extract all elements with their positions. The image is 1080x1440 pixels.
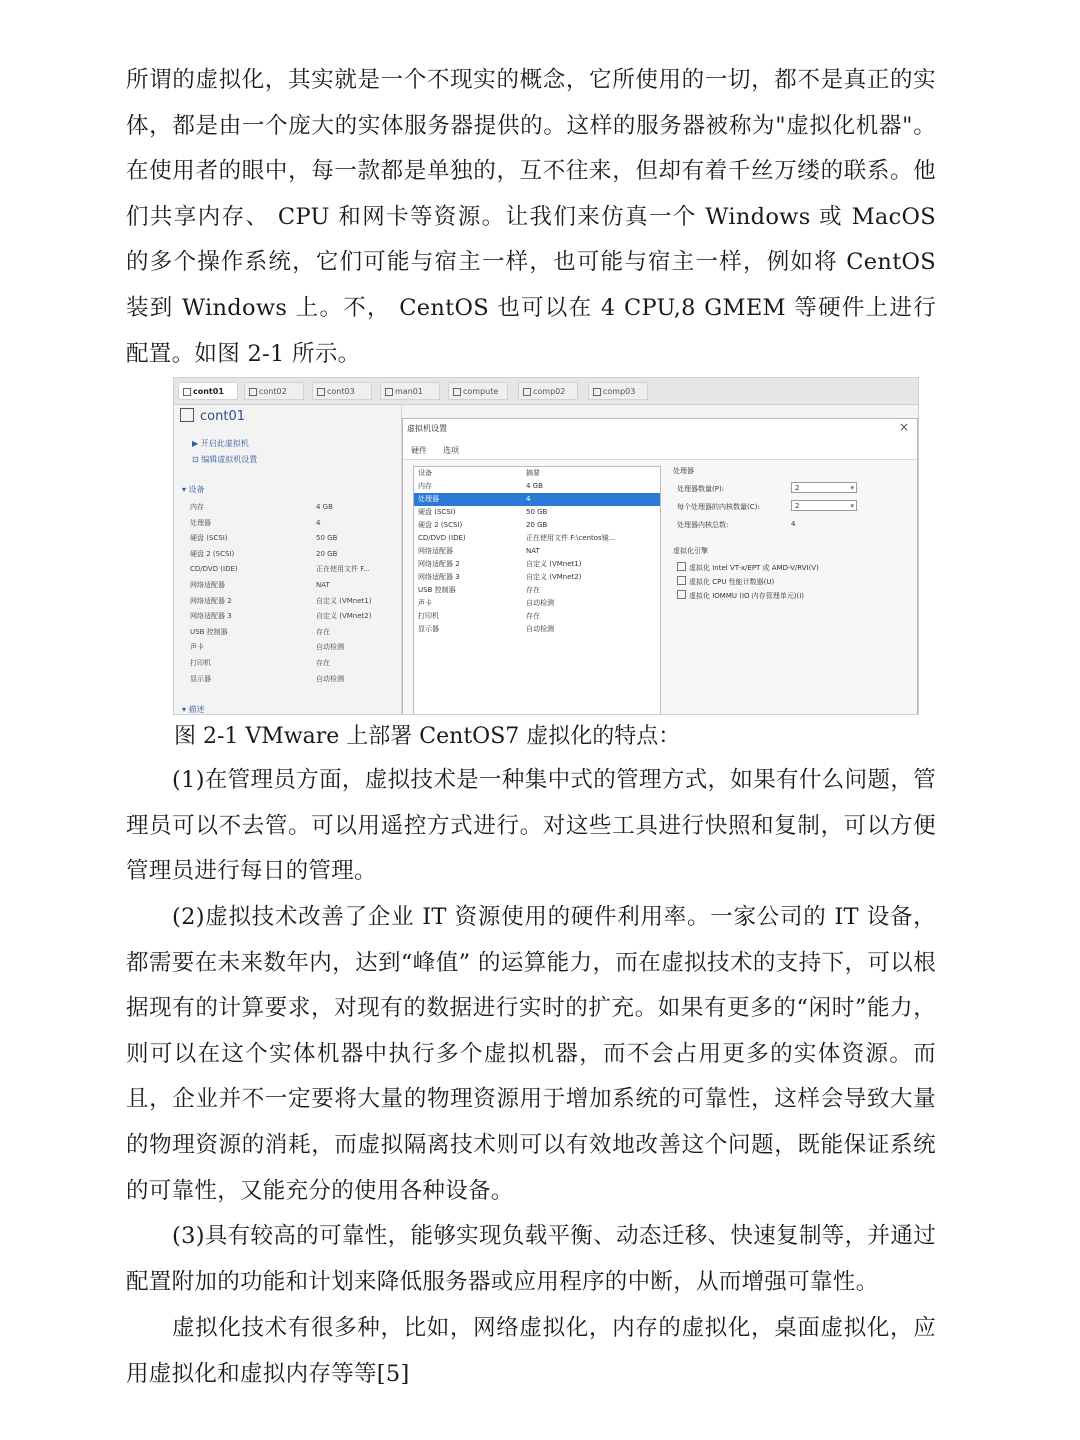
vm-tab[interactable]: comp03 <box>588 382 648 400</box>
hardware-row[interactable] <box>414 571 660 584</box>
hardware-row[interactable] <box>414 597 660 610</box>
hardware-row[interactable] <box>414 506 660 519</box>
device-list <box>190 500 400 687</box>
hardware-row[interactable] <box>414 532 660 545</box>
virtualization-option-label: 虚拟化 CPU 性能计数器(U) <box>689 578 775 586</box>
hardware-summary: 存在 <box>526 586 540 594</box>
hardware-row[interactable] <box>414 610 660 623</box>
processor-group-label: 处理器 <box>673 467 694 475</box>
vm-settings-dialog <box>402 418 918 715</box>
hardware-summary: 自定义 (VMnet1) <box>526 560 582 568</box>
vm-tab[interactable]: man01 <box>380 382 440 400</box>
paragraph-2: (2)虚拟技术改善了企业 IT 资源使用的硬件利用率。一家公司的 IT 设备，都需要在未来数年内，达到“峰值” 的运算能力，而在虚拟技术的支持下，可以根据现有的计算要求，对现有的数据进行实时的扩充。如果有更多的“闲时”能力，则可以在这个实体机器中执行多个虚拟机器，而不会占用更多的实体资源。而且，企业并不一定要将大量的物理资源用于增加系统的可靠性，这样会导致大量的物理资源的消耗，而虚拟隔离技术则可以有效地改善这个问题，既能保证系统的可靠性，又能充分的使用各种设备。 <box>126 904 936 1204</box>
virtualization-option[interactable] <box>677 562 819 573</box>
vm-tab[interactable]: cont02 <box>244 382 304 400</box>
device-row[interactable] <box>190 547 400 563</box>
device-value: 50 GB <box>316 534 338 543</box>
device-row[interactable] <box>190 672 400 688</box>
column-header-summary: 摘要 <box>526 469 540 477</box>
device-name: 声卡 <box>190 643 204 652</box>
vm-icon <box>180 408 194 422</box>
checkbox-icon[interactable] <box>677 590 686 599</box>
processor-count-label: 处理器数量(P): <box>677 485 725 493</box>
paragraph-3: (3)具有较高的可靠性，能够实现负载平衡、动态迁移、快速复制等，并通过配置附加的功能和计划来降低服务器或应用程序的中断，从而增强可靠性。 <box>126 1223 936 1295</box>
hardware-name: 内存 <box>418 482 432 490</box>
device-value: 正在使用文件 F... <box>316 565 370 574</box>
vmware-screenshot-figure <box>173 377 919 715</box>
device-name: 硬盘 2 (SCSI) <box>190 549 235 558</box>
paragraph-1: (1)在管理员方面，虚拟技术是一种集中式的管理方式，如果有什么问题，管理员可以不去管。可以用遥控方式进行。对这些工具进行快照和复制，可以方便管理员进行每日的管理。 <box>126 767 936 885</box>
processor-settings-panel <box>673 466 909 715</box>
processor-count-select[interactable]: 2 ▾ <box>791 482 857 493</box>
hardware-name: USB 控制器 <box>418 586 456 594</box>
cores-per-processor-select[interactable]: 2 ▾ <box>791 500 857 511</box>
hardware-row[interactable] <box>414 545 660 558</box>
vm-title-text: cont01 <box>200 409 245 424</box>
device-row[interactable] <box>190 594 400 610</box>
hardware-row[interactable] <box>414 623 660 636</box>
device-value: 存在 <box>316 627 330 636</box>
vm-tab[interactable]: cont03 <box>312 382 372 400</box>
device-value: 自定义 (VMnet2) <box>316 612 372 621</box>
edit-settings-link[interactable]: ⊡ 编辑虚拟机设置 <box>192 455 258 464</box>
hardware-summary: 4 <box>526 495 531 503</box>
paragraph-4: 虚拟化技术有很多种，比如，网络虚拟化，内存的虚拟化，桌面虚拟化，应用虚拟化和虚拟内存等等[5] <box>126 1315 936 1387</box>
intro-paragraph: 所谓的虚拟化，其实就是一个不现实的概念，它所使用的一切，都不是真正的实体，都是由一个庞大的实体服务器提供的。这样的服务器被称为"虚拟化机器"。在使用者的眼中，每一款都是单独的，互不往来，但却有着千丝万缕的联系。他们共享内存、 CPU 和网卡等资源。让我们来仿真一个 Windows 或 MacOS 的多个操作系统，它们可能与宿主一样，也可能与宿主一样，例如将 CentOS 装到 Windows 上。不， CentOS 也可以在 4 CPU,8 GMEM 等硬件上进行配置。如图 2-1 所示。 <box>126 67 936 367</box>
hardware-name: 硬盘 (SCSI) <box>418 508 456 516</box>
tab-options[interactable]: 选项 <box>443 446 459 455</box>
device-name: 内存 <box>190 503 204 511</box>
device-value: 20 GB <box>316 549 338 558</box>
hardware-name: 硬盘 2 (SCSI) <box>418 521 463 529</box>
description-section-header[interactable]: ▾ 描述 <box>182 705 205 714</box>
vm-tab[interactable]: compute <box>448 382 508 400</box>
hardware-row-selected[interactable] <box>414 493 660 506</box>
device-row[interactable] <box>190 562 400 578</box>
hardware-summary: 50 GB <box>526 508 548 516</box>
hardware-summary: 20 GB <box>526 521 548 529</box>
device-row[interactable] <box>190 500 400 516</box>
hardware-name: 网络适配器 2 <box>418 560 460 568</box>
power-on-link[interactable]: ▶ 开启此虚拟机 <box>192 439 249 448</box>
total-cores-value: 4 <box>791 520 796 528</box>
device-row[interactable] <box>190 578 400 594</box>
hardware-name: 打印机 <box>418 612 439 620</box>
device-value: 4 <box>316 518 321 527</box>
device-name: 网络适配器 3 <box>190 612 232 621</box>
virtualization-group-label: 虚拟化引擎 <box>673 547 708 555</box>
hardware-row[interactable] <box>414 519 660 532</box>
device-row[interactable] <box>190 516 400 532</box>
vm-tab[interactable]: comp02 <box>518 382 578 400</box>
device-row[interactable] <box>190 625 400 641</box>
cores-per-processor-label: 每个处理器的内核数量(C): <box>677 503 760 511</box>
device-value: 4 GB <box>316 503 333 511</box>
vm-tab-bar <box>174 378 918 405</box>
device-name: 显示器 <box>190 674 211 683</box>
hardware-summary: 自定义 (VMnet2) <box>526 573 582 581</box>
device-name: 硬盘 (SCSI) <box>190 534 228 543</box>
device-value: NAT <box>316 580 330 589</box>
device-value: 自动检测 <box>316 643 344 652</box>
device-row[interactable] <box>190 531 400 547</box>
device-row[interactable] <box>190 609 400 625</box>
total-cores-label: 处理器内核总数: <box>677 521 729 529</box>
device-name: USB 控制器 <box>190 627 228 636</box>
device-name: CD/DVD (IDE) <box>190 565 238 574</box>
hardware-row[interactable] <box>414 558 660 571</box>
device-row[interactable] <box>190 656 400 672</box>
dialog-body <box>403 459 917 715</box>
device-name: 处理器 <box>190 518 211 527</box>
hardware-row[interactable] <box>414 584 660 597</box>
hardware-list-header <box>414 467 660 480</box>
close-icon[interactable]: × <box>898 420 909 434</box>
virtualization-option[interactable] <box>677 576 774 587</box>
device-name: 网络适配器 2 <box>190 596 232 605</box>
device-row[interactable] <box>190 640 400 656</box>
hardware-list <box>413 466 661 715</box>
virtualization-option-label: 虚拟化 IOMMU (IO 内存管理单元)(I) <box>689 592 805 600</box>
checkbox-icon[interactable] <box>677 576 686 585</box>
hardware-name: 网络适配器 3 <box>418 573 460 581</box>
hardware-summary: 自动检测 <box>526 599 554 607</box>
hardware-summary: 存在 <box>526 612 540 620</box>
hardware-name: 处理器 <box>418 495 439 503</box>
hardware-summary: 4 GB <box>526 482 543 490</box>
figure-caption: 图 2-1 VMware 上部署 CentOS7 虚拟化的特点： <box>174 724 681 749</box>
checkbox-icon[interactable] <box>677 562 686 571</box>
dialog-title: 虚拟机设置 <box>407 424 447 433</box>
hardware-name: CD/DVD (IDE) <box>418 534 466 542</box>
virtualization-option-label: 虚拟化 Intel VT-x/EPT 或 AMD-V/RVI(V) <box>689 564 819 572</box>
hardware-name: 显示器 <box>418 625 439 633</box>
hardware-row[interactable] <box>414 480 660 493</box>
vm-tab[interactable]: cont01 <box>178 382 238 400</box>
device-name: 打印机 <box>190 658 211 667</box>
column-header-device: 设备 <box>418 469 432 477</box>
vm-title <box>180 408 245 424</box>
virtualization-option[interactable] <box>677 590 804 601</box>
device-value: 自动检测 <box>316 674 344 683</box>
device-value: 自定义 (VMnet1) <box>316 596 372 605</box>
hardware-summary: 正在使用文件 F:\centos镜... <box>526 534 616 542</box>
devices-section-header[interactable]: ▾ 设备 <box>182 485 205 494</box>
hardware-summary: 自动检测 <box>526 625 554 633</box>
hardware-summary: NAT <box>526 547 540 555</box>
hardware-name: 网络适配器 <box>418 547 453 555</box>
hardware-name: 声卡 <box>418 599 432 607</box>
tab-hardware[interactable]: 硬件 <box>411 446 427 455</box>
device-value: 存在 <box>316 658 330 667</box>
device-name: 网络适配器 <box>190 580 225 589</box>
